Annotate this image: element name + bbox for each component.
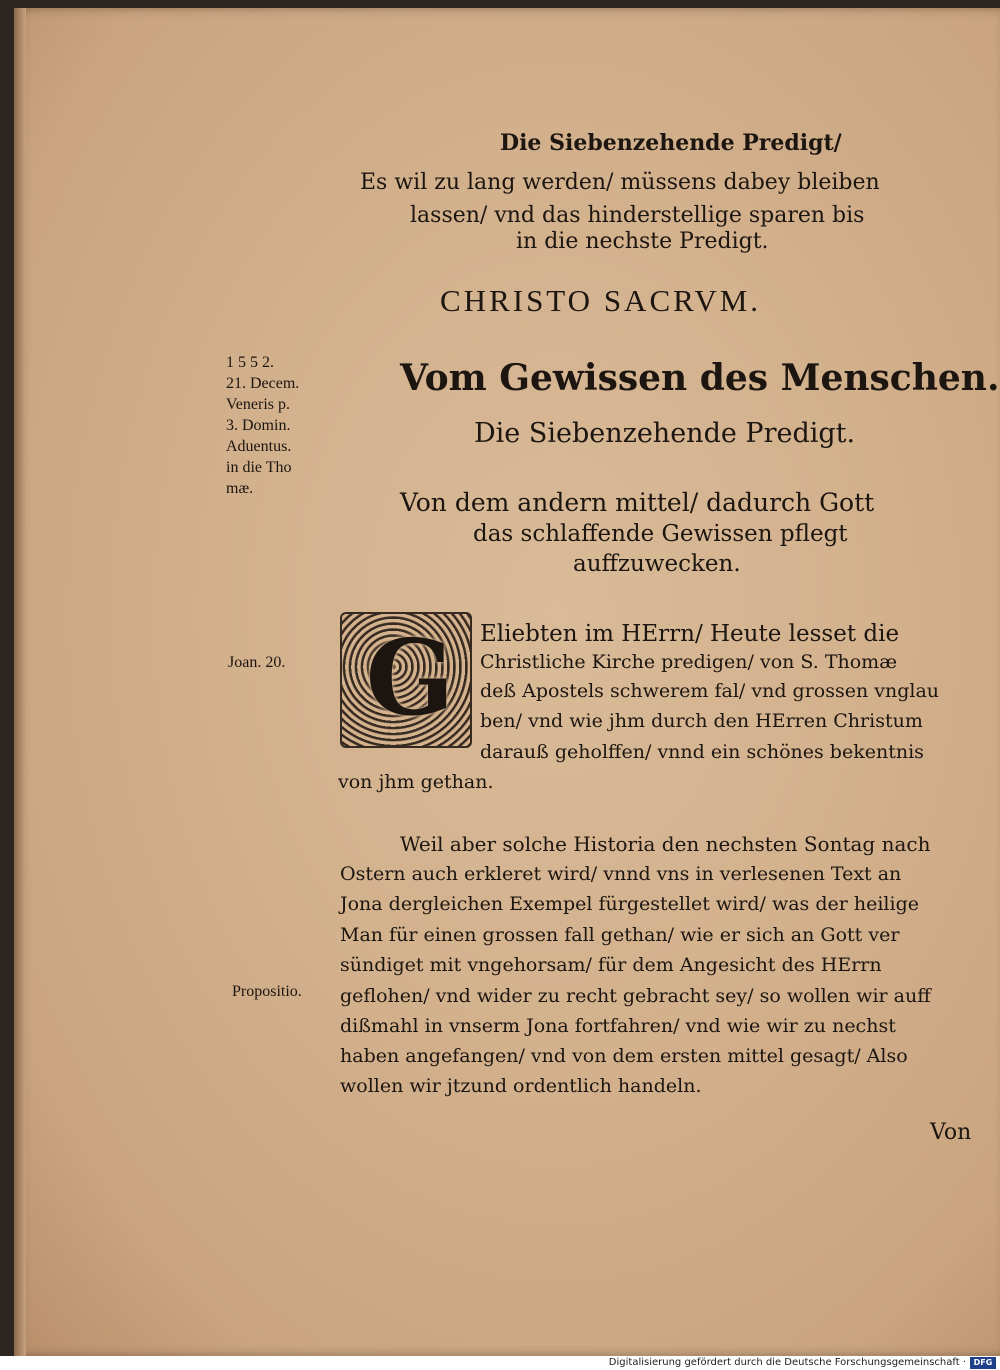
margin-note-joan: Joan. 20. (228, 654, 286, 671)
paragraph-1-line: Eliebten im HErrn/ Heute lesset die (480, 621, 900, 647)
margin-date-line: 1 5 5 2. (226, 354, 274, 371)
previous-sermon-line-2: lassen/ vnd das hinderstellige sparen bis (410, 203, 865, 228)
margin-date-line: 3. Domin. (226, 417, 291, 434)
margin-date-line: 21. Decem. (226, 375, 300, 392)
previous-sermon-title: Die Siebenzehende Predigt/ (500, 130, 842, 156)
paragraph-1-line: Christliche Kirche predigen/ von S. Thomæ (480, 651, 898, 673)
paragraph-1-line: deß Apostels schwerem fal/ vnd grossen vnglau (480, 680, 940, 702)
sermon-main-title: Vom Gewissen des Menschen. (400, 357, 1000, 399)
funding-note: Digitalisierung gefördert durch die Deutsche Forschungsgemeinschaft · (608, 1357, 966, 1368)
sacrum-heading: CHRISTO SACRVM. (440, 283, 762, 318)
margin-note-propositio: Propositio. (232, 983, 302, 1000)
paragraph-2-line: haben angefangen/ vnd von dem ersten mittel gesagt/ Also (340, 1045, 908, 1067)
sermon-subtitle: Die Siebenzehende Predigt. (474, 418, 856, 449)
paragraph-2-line: dißmahl in vnserm Jona fortfahren/ vnd wie wir zu nechst (340, 1015, 896, 1037)
paragraph-1-line: darauß geholffen/ vnnd ein schönes bekentnis (480, 741, 924, 763)
paragraph-2-line: Weil aber solche Historia den nechsten Sontag nach (400, 832, 931, 856)
margin-date-line: Aduentus. (226, 438, 292, 455)
margin-date-line: Veneris p. (226, 396, 290, 413)
previous-sermon-line-3: in die nechste Predigt. (516, 229, 769, 254)
paragraph-2-line: Man für einen grossen fall gethan/ wie er sich an Gott ver (340, 924, 900, 946)
paragraph-2-line: Ostern auch erkleret wird/ vnnd vns in verlesenen Text an (340, 863, 902, 885)
dfg-logo: DFG (970, 1357, 996, 1369)
page-gutter-edge (14, 8, 26, 1356)
paragraph-1-line: von jhm gethan. (338, 771, 494, 793)
catchword: Von (930, 1120, 972, 1145)
topic-line-3: auffzuwecken. (573, 551, 741, 577)
paragraph-2-line: wollen wir jtzund ordentlich handeln. (340, 1075, 702, 1097)
paragraph-2-line: geflohen/ vnd wider zu recht gebracht sey/ so wollen wir auff (340, 985, 931, 1007)
paragraph-2-line: sündiget mit vngehorsam/ für dem Angesicht des HErrn (340, 954, 882, 976)
paragraph-2-line: Jona dergleichen Exempel fürgestellet wird/ was der heilige (340, 893, 919, 915)
previous-sermon-line-1: Es wil zu lang werden/ müssens dabey bleiben (360, 170, 880, 195)
margin-date-line: in die Tho (226, 459, 292, 476)
paragraph-1-line: ben/ vnd wie jhm durch den HErren Christum (480, 710, 923, 732)
topic-line-1: Von dem andern mittel/ dadurch Gott (400, 488, 875, 517)
decorated-initial-letter: G (365, 616, 455, 739)
margin-date-line: mæ. (226, 480, 254, 497)
topic-line-2: das schlaffende Gewissen pflegt (473, 521, 848, 547)
margin-note-date (226, 352, 299, 499)
